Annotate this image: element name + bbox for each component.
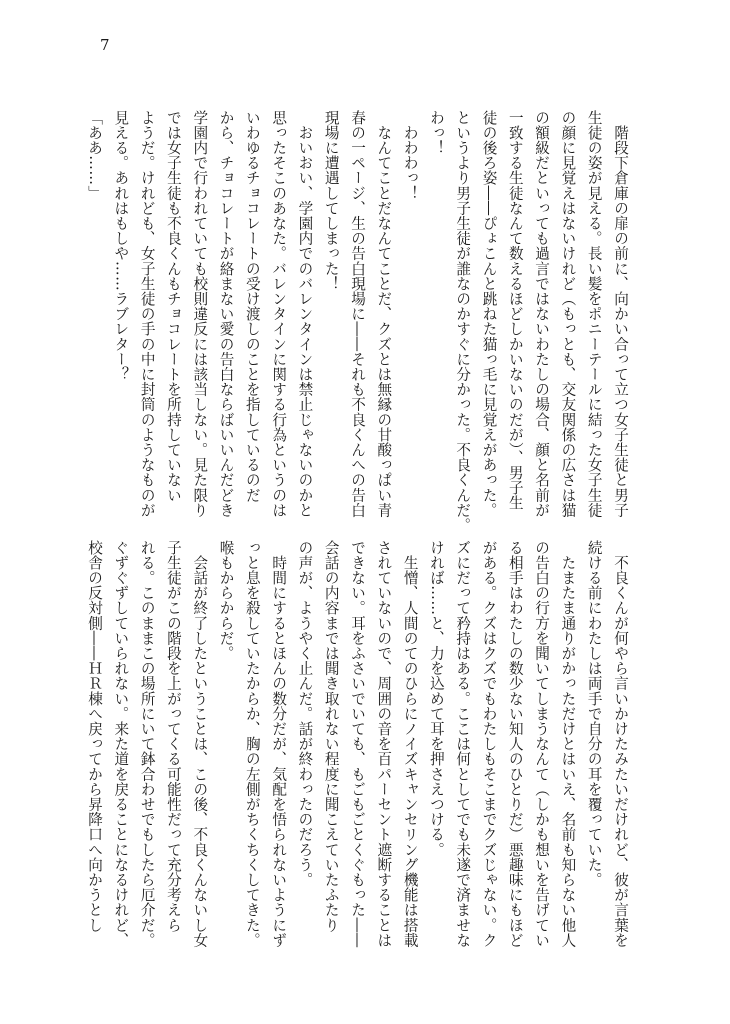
text-line: なんてことだなんてことだ、クズとは無縁の甘酸っぱい青 [375, 110, 393, 518]
body-text-lower [81, 540, 633, 948]
text-line: れる。このままこの場所にいて鉢合わせでもしたら厄介だ。 [138, 540, 156, 948]
text-line: ズにだって矜持はある。ここは何としてでも未遂で済ませな [454, 540, 472, 948]
text-line: ぐずぐずしていられない。来た道を戻ることになるけれど、 [112, 540, 130, 948]
text-line: 春の一ページ、生の告白現場に――それも不良くんへの告白 [349, 110, 367, 518]
text-line: 校舎の反対側――ＨＲ棟へ戻ってから昇降口へ向かうとし [86, 540, 104, 933]
body-text-upper [81, 110, 633, 533]
text-line: の声が、ようやく止んだ。話が終わったのだろう。 [296, 540, 314, 888]
page-number: 7 [100, 36, 110, 54]
text-line: の額級だといっても過言ではないわたしの場合、顔と名前が [533, 110, 551, 518]
text-line: 子生徒がこの階段を上がってくる可能性だって充分考えら [164, 540, 182, 933]
text-line: 思ったそこのあなた。バレンタインに関する行為というのは [270, 110, 288, 518]
text-line: わっ！ [427, 110, 445, 156]
text-line: 一致する生徒なんて数えるほどしかいないのだが）、男子生 [506, 110, 524, 511]
text-line: 徒の後ろ姿――ぴょこんと跳ねた猫っ毛に見覚えがあった。 [480, 110, 498, 518]
text-line: 続ける前にわたしは両手で自分の耳を覆っていた。 [585, 540, 603, 888]
text-line: では女子生徒も不良くんもチョコレートを所持していない [164, 110, 182, 503]
text-line: っと息を殺していたからか、胸の左側がちくちくしてきた。 [243, 540, 261, 948]
text-line: 「ああ……」 [86, 110, 104, 201]
text-line: の顔に見覚えはないけれど（もっとも、交友関係の広さは猫 [559, 110, 577, 518]
text-line: 会話が終了したということは、この後、不良くんないし女 [191, 540, 209, 948]
text-line: 会話の内容までは聞き取れない程度に聞こえていたふたり [322, 540, 340, 933]
text-line: されていないので、周囲の音を百パーセント遮断することは [375, 540, 393, 948]
text-line: から、チョコレートが絡まない愛の告白ならばいいんだどき [217, 110, 235, 518]
text-line: 階段下倉庫の扉の前に、向かい合って立つ女子生徒と男子 [612, 110, 629, 518]
text-line: わわわっ！ [401, 110, 419, 201]
text-line: 時間にするとほんの数分だが、気配を悟られないようにず [270, 540, 288, 948]
text-line: の告白の行方を聞いてしまうなんて（しかも想いを告げてい [533, 540, 551, 948]
text-line: 現場に遭遇してしまった！ [322, 110, 340, 292]
text-line: 不良くんが何やら言いかけたみたいだけれど、彼が言葉を [612, 540, 629, 948]
text-line: 生憎、人間のてのひらにノイズキャンセリング機能は搭載 [401, 540, 419, 948]
text-line: 見える。あれはもしや……ラブレター？ [112, 110, 130, 382]
text-line: おいおい、学園内でのバレンタインは禁止じゃないのかと [296, 110, 314, 518]
text-line: できない。耳をふさいでいても、もごもごとくぐもった―― [349, 540, 367, 948]
text-line: いわゆるチョコレートの受け渡しのことを指しているのだ [243, 110, 261, 503]
text-line: 喉もからからだ。 [217, 540, 235, 661]
text-line: 生徒の姿が見える。長い髪をポニーテールに結った女子生徒 [585, 110, 603, 518]
text-line: というより男子生徒が誰なのかすぐに分かった。不良くんだ。 [454, 110, 472, 533]
text-line: ようだ。けれども、女子生徒の手の中に封筒のようなものが [138, 110, 156, 518]
text-line: る相手はわたしの数少ない知人のひとりだ）悪趣味にもほど [506, 540, 524, 948]
text-line: がある。クズはクズでもわたしもそこまでクズじゃない。ク [480, 540, 498, 948]
text-line: 学園内で行われていても校則違反には該当しない。見た限り [191, 110, 209, 518]
text-line: たまたま通りがかっただけとはいえ、名前も知らない他人 [559, 540, 577, 948]
text-line: ければ……と、力を込めて耳を押さえつける。 [427, 540, 445, 858]
